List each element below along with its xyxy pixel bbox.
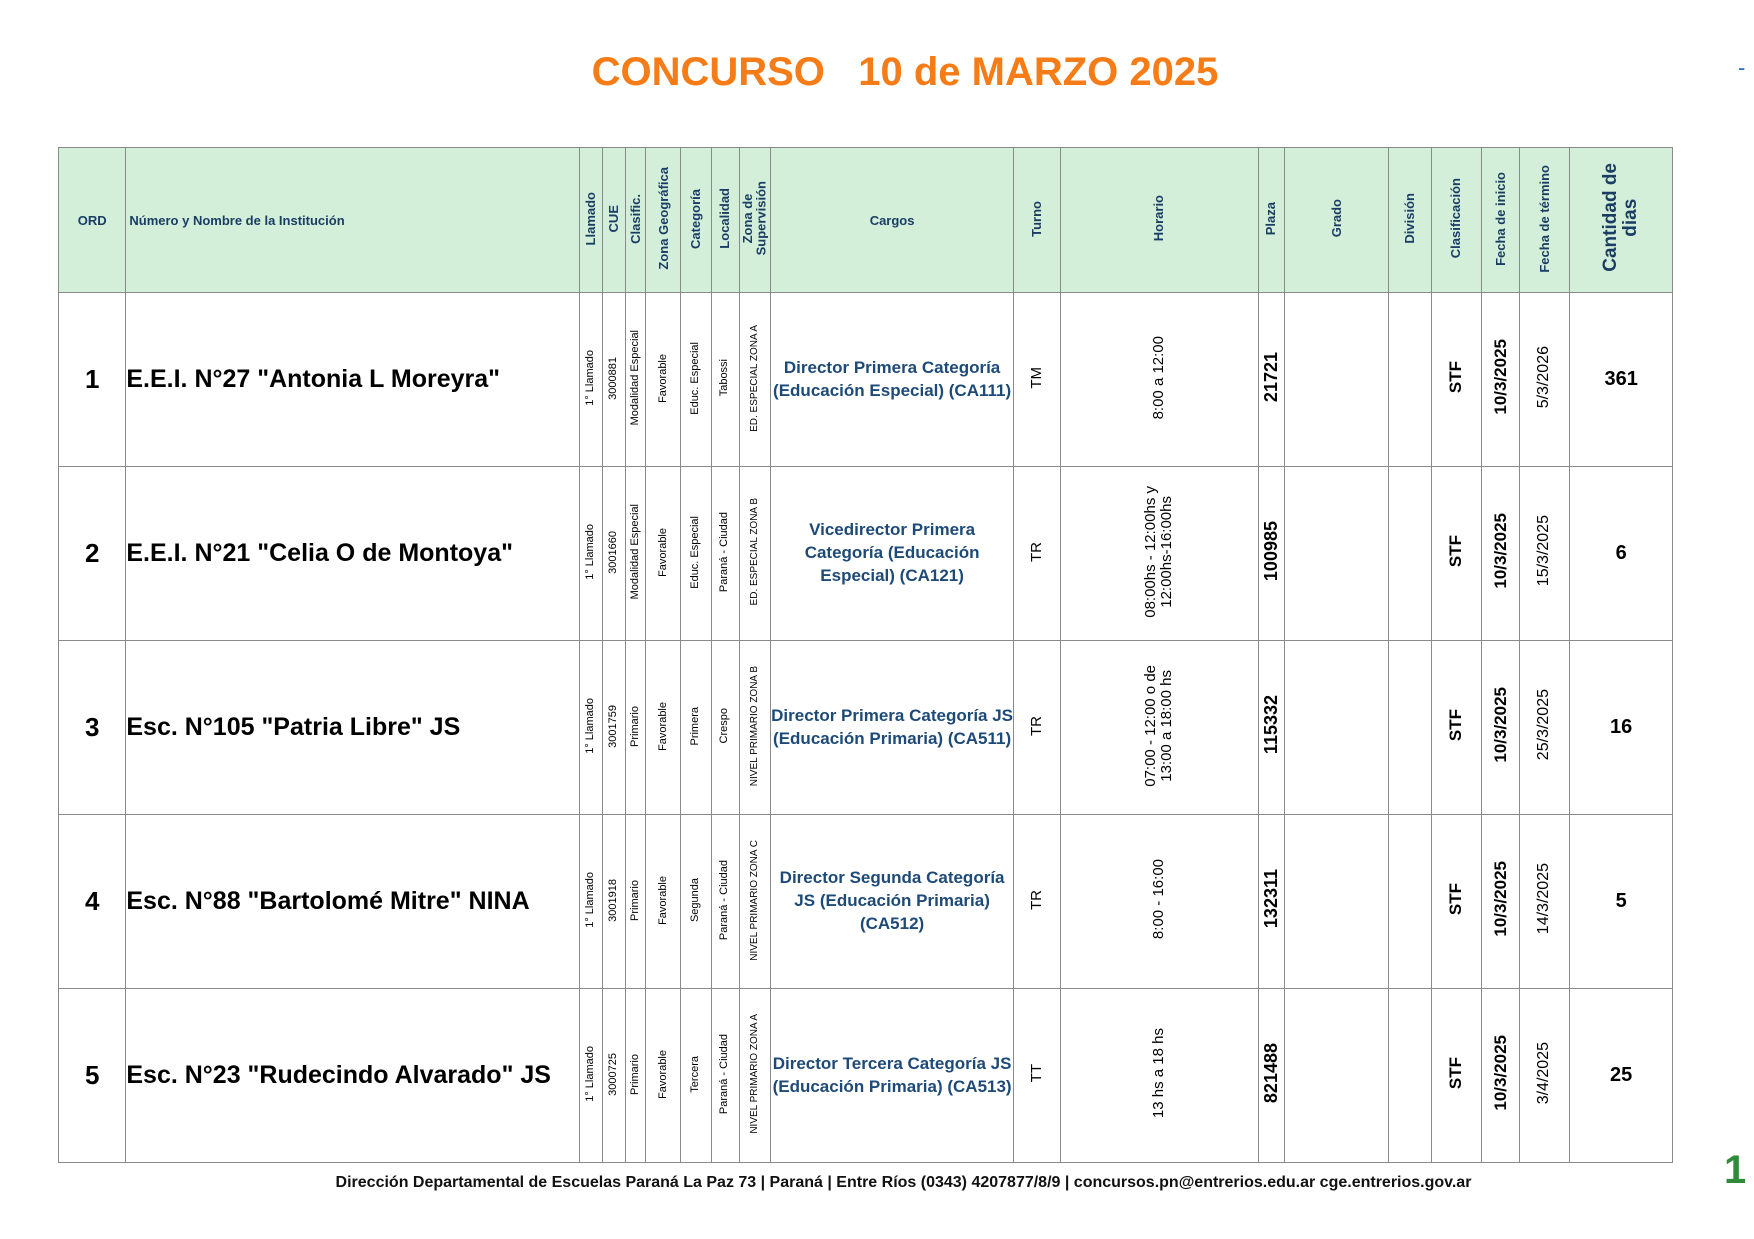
cell-clasificacion-text: STF [1446, 534, 1466, 568]
cell-zona-sup [739, 467, 770, 641]
cell-cue-text: 3000725 [607, 1052, 620, 1096]
cell-categoria [681, 989, 711, 1163]
cell-turno-text: TR [1028, 541, 1046, 562]
cell-ord: 4 [59, 815, 126, 989]
header-institucion: Número y Nombre de la Institución [126, 148, 580, 293]
cell-horario-text: 8:00 a 12:00 [1150, 335, 1168, 420]
cell-cue-text: 3001918 [607, 878, 620, 922]
cell-zona-sup [739, 641, 770, 815]
cell-institucion: E.E.I. N°27 "Antonia L Moreyra" [126, 293, 580, 467]
header-clasific-text: Clasific. [627, 193, 643, 244]
cell-llamado [579, 293, 602, 467]
cell-institucion: Esc. N°23 "Rudecindo Alvarado" JS [126, 989, 580, 1163]
cell-localidad [711, 641, 739, 815]
cell-institucion: Esc. N°88 "Bartolomé Mitre" NINA [126, 815, 580, 989]
cell-cargo: Director Primera Categoría (Educación Especial) (CA111) [770, 293, 1013, 467]
cell-horario [1060, 467, 1258, 641]
cell-zona-geo [646, 293, 681, 467]
header-grado [1284, 148, 1389, 293]
header-fecha-inicio-text: Fecha de inicio [1492, 171, 1508, 266]
header-cantidad-dias-text: Cantidad de dias [1600, 162, 1642, 272]
cell-division [1389, 989, 1431, 1163]
page-number: 1 [1724, 1148, 1747, 1192]
cell-cue [603, 467, 626, 641]
cell-llamado-text: 1° Llamado [584, 1046, 597, 1102]
cell-localidad [711, 989, 739, 1163]
cell-division [1389, 467, 1431, 641]
header-cargos: Cargos [770, 148, 1013, 293]
header-zona-geo-text: Zona Geográfica [655, 167, 671, 270]
cell-horario-text: 08:00hs - 12:00hs y 12:00hs-16:00hs [1142, 485, 1176, 618]
header-localidad [711, 148, 739, 293]
cell-cue [603, 815, 626, 989]
cell-zona-geo [646, 641, 681, 815]
header-grado-text: Grado [1328, 199, 1344, 238]
cell-clasificacion [1431, 815, 1481, 989]
header-llamado [579, 148, 602, 293]
cell-fecha-termino-text: 15/3/2025 [1535, 515, 1553, 587]
header-turno-text: Turno [1029, 200, 1045, 237]
header-division [1389, 148, 1431, 293]
cell-ord: 2 [59, 467, 126, 641]
cell-ord: 3 [59, 641, 126, 815]
header-cue [603, 148, 626, 293]
cell-zona-geo-text: Favorable [656, 875, 669, 925]
cell-fecha-inicio-text: 10/3/2025 [1490, 513, 1510, 589]
cell-plaza-text: 115332 [1260, 695, 1281, 755]
cell-zona-sup-text: NIVEL PRIMARIO ZONA A [748, 1014, 760, 1134]
cell-llamado-text: 1° Llamado [584, 698, 597, 754]
header-zona-sup-text: Zona de Supervisión [740, 181, 769, 256]
concurso-table [58, 147, 1673, 1163]
cell-fecha-termino-text: 3/4/2025 [1535, 1041, 1553, 1105]
header-categoria-text: Categoría [688, 188, 704, 249]
cell-llamado-text: 1° Llamado [584, 524, 597, 580]
cell-turno-text: TR [1028, 889, 1046, 910]
cell-categoria-text: Tercera [689, 1055, 702, 1093]
page-title: CONCURSO 10 de MARZO 2025 [591, 50, 1219, 94]
cell-fecha-termino [1520, 467, 1570, 641]
cell-turno [1014, 293, 1060, 467]
table-row [59, 293, 1673, 467]
cell-turno [1014, 467, 1060, 641]
cell-llamado [579, 467, 602, 641]
cell-plaza [1258, 467, 1284, 641]
cell-fecha-inicio [1481, 989, 1519, 1163]
cell-clasificacion [1431, 467, 1481, 641]
header-turno [1014, 148, 1060, 293]
header-zona-geo [646, 148, 681, 293]
cell-turno [1014, 989, 1060, 1163]
cell-llamado [579, 815, 602, 989]
cell-fecha-inicio-text: 10/3/2025 [1490, 1035, 1510, 1111]
cell-localidad-text: Paraná - Ciudad [718, 511, 731, 593]
header-cue-text: CUE [606, 204, 622, 233]
cell-turno [1014, 641, 1060, 815]
cell-clasific-text: Modalidad Especial [628, 504, 641, 600]
cell-categoria-text: Segunda [689, 877, 702, 923]
cell-grado [1284, 989, 1389, 1163]
cell-zona-geo [646, 467, 681, 641]
header-plaza-text: Plaza [1263, 201, 1279, 236]
cell-fecha-termino-text: 25/3/2025 [1535, 689, 1553, 761]
cell-localidad-text: Crespo [718, 708, 731, 744]
corner-link[interactable]: - [1738, 55, 1746, 80]
cell-fecha-termino-text: 5/3/2026 [1535, 345, 1553, 409]
cell-zona-sup-text: ED. ESPECIAL ZONA A [748, 324, 760, 432]
cell-horario [1060, 815, 1258, 989]
cell-categoria [681, 815, 711, 989]
header-division-text: División [1402, 193, 1418, 244]
footer-contact: Dirección Departamental de Escuelas Paraná La Paz 73 | Paraná | Entre Ríos (0343) 4207877/8/9 | concursos.pn@entrerios.edu.ar cge.entrerios.gov.ar [335, 1174, 1472, 1191]
cell-turno-text: TM [1028, 366, 1046, 389]
cell-cue [603, 641, 626, 815]
cell-grado [1284, 293, 1389, 467]
cell-fecha-termino [1520, 815, 1570, 989]
cell-clasific-text: Primario [628, 1053, 641, 1095]
cell-grado [1284, 815, 1389, 989]
cell-clasificacion-text: STF [1446, 1056, 1466, 1090]
cell-llamado-text: 1° Llamado [584, 872, 597, 928]
cell-localidad-text: Paraná - Ciudad [718, 859, 731, 941]
cell-zona-geo-text: Favorable [656, 1049, 669, 1099]
cell-localidad [711, 293, 739, 467]
cell-dias: 5 [1570, 815, 1673, 989]
cell-dias: 25 [1570, 989, 1673, 1163]
cell-dias: 361 [1570, 293, 1673, 467]
header-fecha-termino [1520, 148, 1570, 293]
cell-institucion: E.E.I. N°21 "Celia O de Montoya" [126, 467, 580, 641]
table-row [59, 815, 1673, 989]
cell-cue [603, 293, 626, 467]
cell-horario [1060, 293, 1258, 467]
cell-clasific [626, 989, 646, 1163]
cell-horario-text: 07:00 - 12:00 o de 13:00 a 18:00 hs [1142, 664, 1176, 787]
cell-zona-sup [739, 815, 770, 989]
cell-localidad [711, 467, 739, 641]
cell-fecha-termino [1520, 641, 1570, 815]
cell-fecha-termino [1520, 293, 1570, 467]
cell-plaza-text: 100985 [1260, 520, 1281, 582]
header-row [59, 148, 1673, 293]
cell-fecha-inicio [1481, 293, 1519, 467]
cell-zona-sup-text: ED. ESPECIAL ZONA B [748, 498, 760, 606]
header-localidad-text: Localidad [717, 188, 733, 249]
table-row [59, 467, 1673, 641]
cell-zona-geo-text: Favorable [656, 527, 669, 577]
cell-zona-geo-text: Favorable [656, 353, 669, 403]
cell-plaza-text: 132311 [1260, 869, 1281, 929]
cell-cue-text: 3001660 [607, 530, 620, 574]
cell-ord: 1 [59, 293, 126, 467]
header-horario [1060, 148, 1258, 293]
cell-turno-text: TT [1028, 1064, 1046, 1083]
cell-clasific-text: Primario [628, 879, 641, 921]
cell-clasificacion-text: STF [1446, 882, 1466, 916]
header-clasificacion [1431, 148, 1481, 293]
header-horario-text: Horario [1151, 195, 1167, 242]
cell-llamado-text: 1° Llamado [584, 350, 597, 406]
cell-plaza-text: 21721 [1260, 351, 1281, 403]
cell-clasificacion-text: STF [1446, 708, 1466, 742]
header-categoria [681, 148, 711, 293]
cell-llamado [579, 989, 602, 1163]
cell-grado [1284, 641, 1389, 815]
cell-localidad [711, 815, 739, 989]
cell-plaza [1258, 815, 1284, 989]
cell-fecha-inicio [1481, 815, 1519, 989]
cell-clasific [626, 293, 646, 467]
header-cantidad-dias [1570, 148, 1673, 293]
cell-cue [603, 989, 626, 1163]
cell-institucion: Esc. N°105 "Patria Libre" JS [126, 641, 580, 815]
header-fecha-termino-text: Fecha de término [1536, 164, 1552, 273]
cell-fecha-inicio-text: 10/3/2025 [1490, 339, 1510, 415]
cell-clasific [626, 815, 646, 989]
cell-clasific [626, 467, 646, 641]
cell-clasificacion [1431, 293, 1481, 467]
cell-categoria [681, 641, 711, 815]
cell-categoria-text: Primera [689, 706, 702, 746]
table-row [59, 641, 1673, 815]
header-ord: ORD [59, 148, 126, 293]
cell-categoria [681, 293, 711, 467]
cell-categoria-text: Educ. Especial [689, 515, 702, 589]
cell-plaza [1258, 641, 1284, 815]
cell-plaza [1258, 989, 1284, 1163]
header-llamado-text: Llamado [583, 191, 599, 246]
cell-turno [1014, 815, 1060, 989]
cell-clasificacion-text: STF [1446, 360, 1466, 394]
cell-fecha-termino [1520, 989, 1570, 1163]
cell-categoria-text: Educ. Especial [689, 341, 702, 415]
cell-cargo: Director Primera Categoría JS (Educación Primaria) (CA511) [770, 641, 1013, 815]
cell-clasificacion [1431, 989, 1481, 1163]
cell-clasific-text: Primario [628, 705, 641, 747]
cell-zona-sup [739, 293, 770, 467]
header-clasificacion-text: Clasificación [1448, 178, 1464, 259]
cell-zona-geo [646, 989, 681, 1163]
cell-cargo: Vicedirector Primera Categoría (Educación Especial) (CA121) [770, 467, 1013, 641]
cell-cargo: Director Tercera Categoría JS (Educación Primaria) (CA513) [770, 989, 1013, 1163]
cell-fecha-inicio [1481, 467, 1519, 641]
cell-horario-text: 13 hs a 18 hs [1150, 1028, 1168, 1119]
cell-zona-sup-text: NIVEL PRIMARIO ZONA B [748, 665, 760, 787]
cell-cue-text: 3001759 [607, 704, 620, 748]
cell-localidad-text: Paraná - Ciudad [718, 1033, 731, 1115]
cell-zona-geo-text: Favorable [656, 701, 669, 751]
cell-turno-text: TR [1028, 715, 1046, 736]
cell-division [1389, 641, 1431, 815]
cell-clasificacion [1431, 641, 1481, 815]
cell-cargo: Director Segunda Categoría JS (Educación Primaria) (CA512) [770, 815, 1013, 989]
cell-grado [1284, 467, 1389, 641]
cell-fecha-inicio-text: 10/3/2025 [1490, 861, 1510, 937]
cell-horario [1060, 641, 1258, 815]
cell-zona-geo [646, 815, 681, 989]
header-plaza [1258, 148, 1284, 293]
cell-clasific [626, 641, 646, 815]
cell-plaza-text: 821488 [1260, 1042, 1281, 1104]
cell-ord: 5 [59, 989, 126, 1163]
table-row [59, 989, 1673, 1163]
cell-localidad-text: Tabossi [718, 359, 731, 397]
cell-dias: 16 [1570, 641, 1673, 815]
cell-fecha-inicio-text: 10/3/2025 [1490, 687, 1510, 763]
cell-zona-sup-text: NIVEL PRIMARIO ZONA C [748, 839, 760, 961]
header-clasific [626, 148, 646, 293]
header-zona-sup [739, 148, 770, 293]
cell-fecha-inicio [1481, 641, 1519, 815]
cell-llamado [579, 641, 602, 815]
cell-clasific-text: Modalidad Especial [628, 330, 641, 426]
cell-division [1389, 293, 1431, 467]
cell-zona-sup [739, 989, 770, 1163]
header-fecha-inicio [1481, 148, 1519, 293]
cell-plaza [1258, 293, 1284, 467]
cell-categoria [681, 467, 711, 641]
cell-fecha-termino-text: 14/3/2025 [1535, 863, 1553, 935]
cell-horario [1060, 989, 1258, 1163]
cell-dias: 6 [1570, 467, 1673, 641]
cell-cue-text: 3000881 [607, 356, 620, 400]
cell-division [1389, 815, 1431, 989]
cell-horario-text: 8:00 - 16:00 [1150, 859, 1168, 940]
